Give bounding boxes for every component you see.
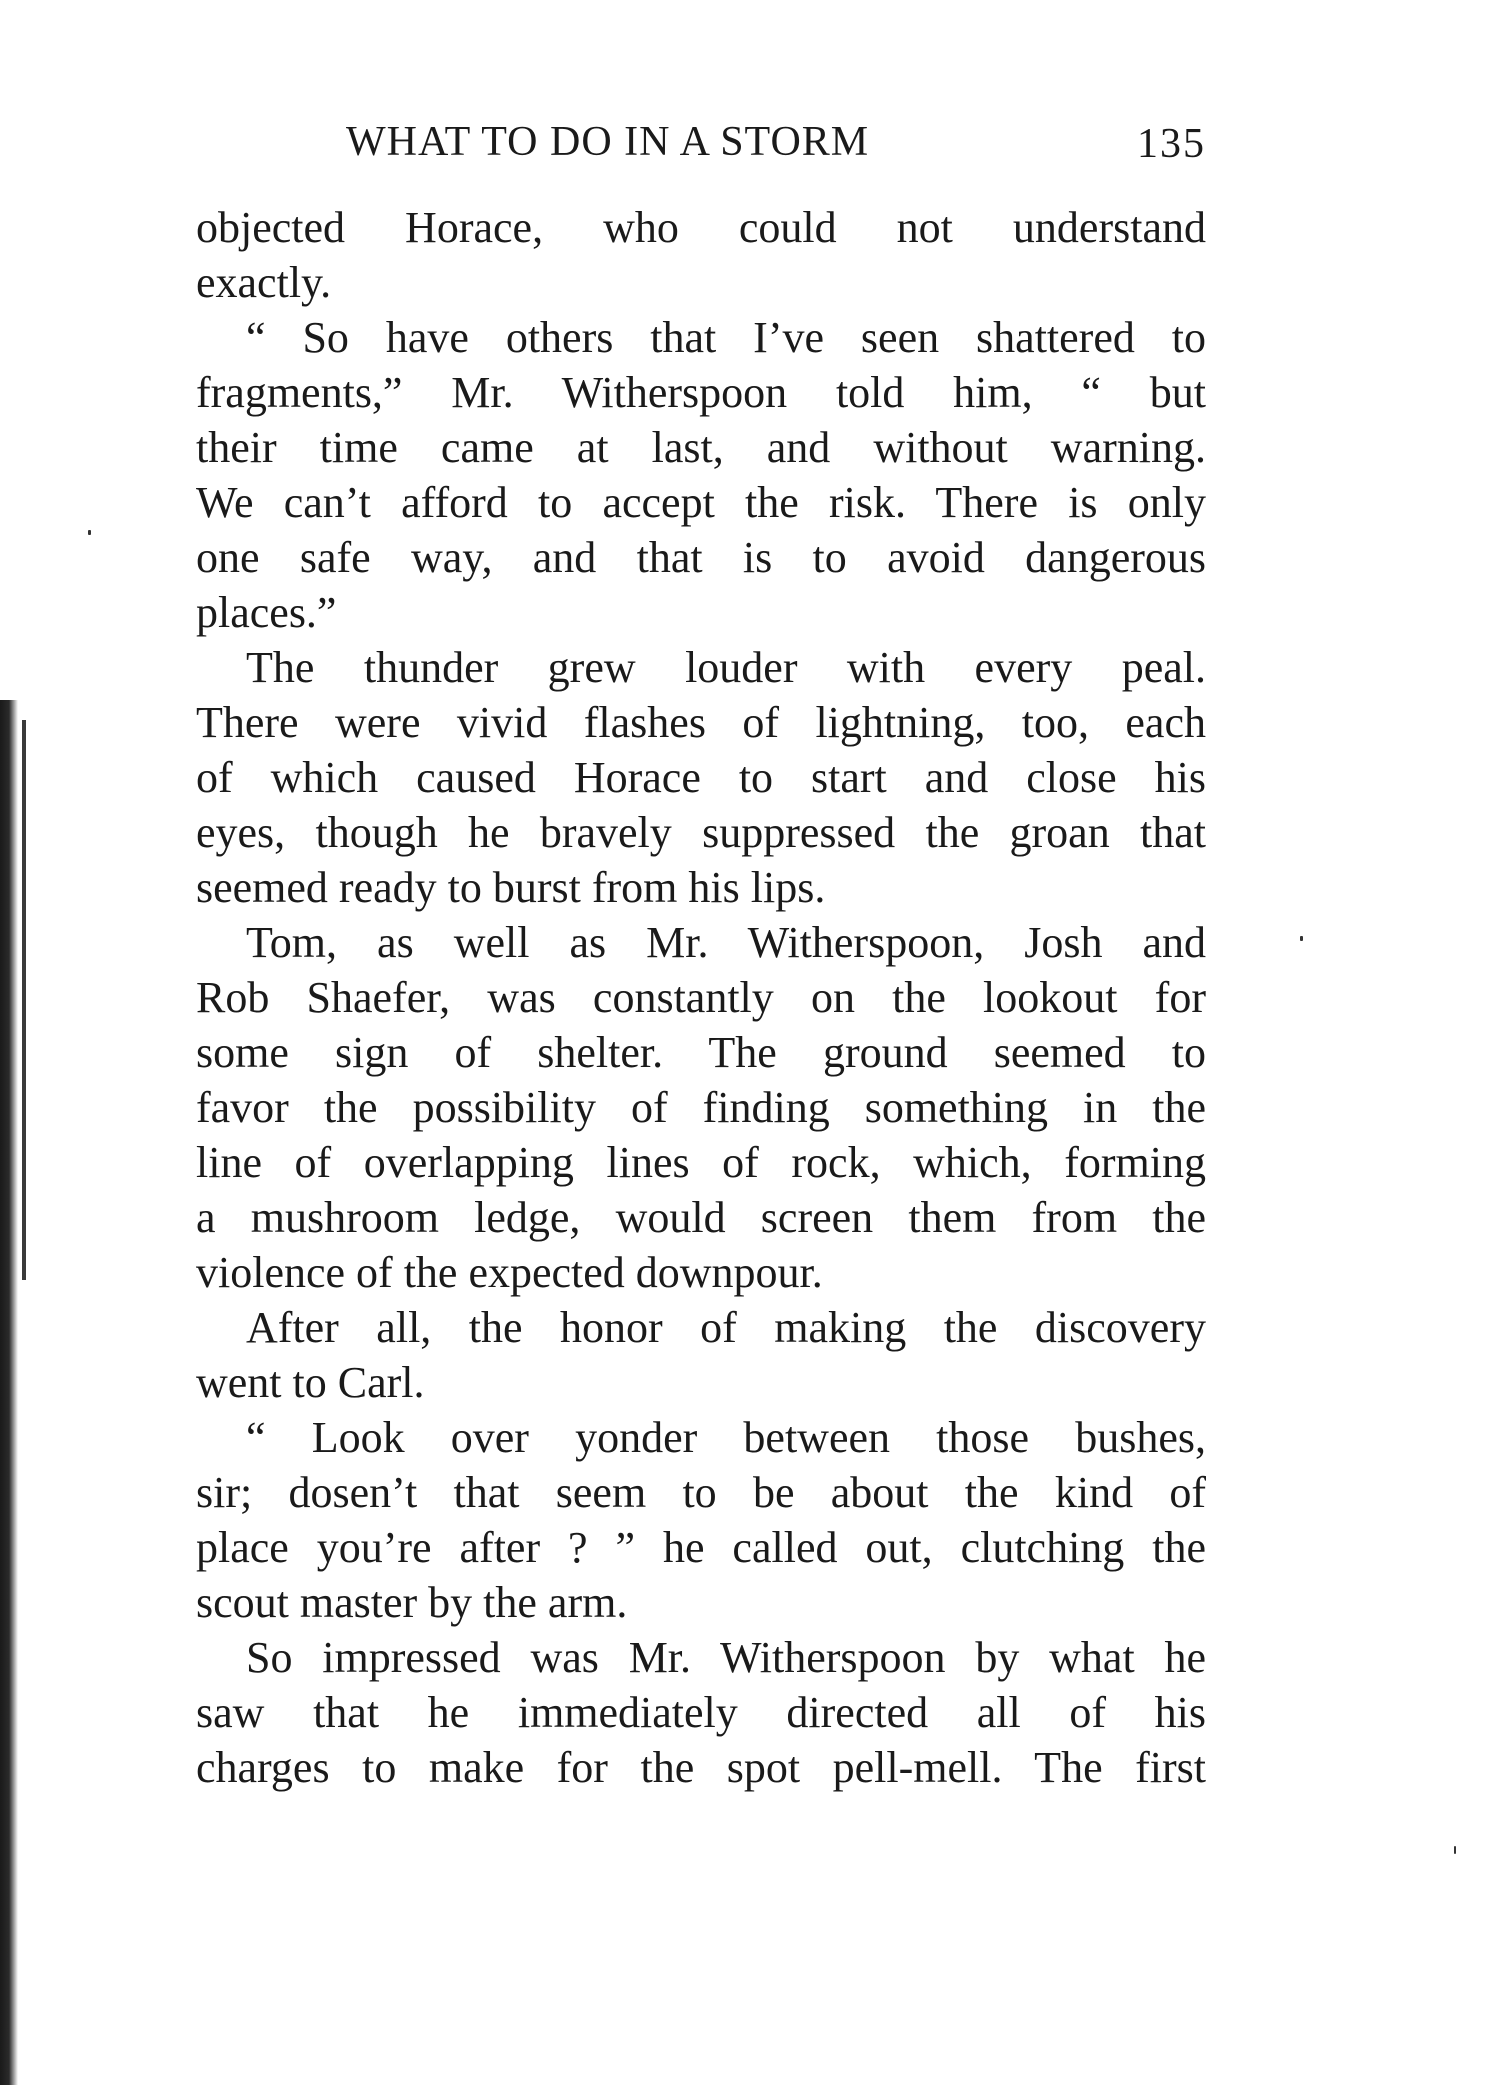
text-line: a mushroom ledge, would screen them from the	[196, 1193, 1206, 1242]
text-line: of which caused Horace to start and close his	[196, 753, 1206, 802]
text-line: We can’t afford to accept the risk. There is only	[196, 478, 1206, 527]
text-line: “ So have others that I’ve seen shattered to	[246, 313, 1206, 362]
text-line: There were vivid flashes of lightning, too, each	[196, 698, 1206, 747]
text-line: their time came at last, and without warning.	[196, 423, 1206, 472]
text-line: favor the possibility of finding something in the	[196, 1083, 1206, 1132]
text-line: violence of the expected downpour.	[196, 1248, 823, 1297]
binding-shadow	[0, 700, 18, 2085]
scan-speck	[88, 530, 91, 535]
binding-shadow-line	[22, 720, 26, 1280]
text-line: eyes, though he bravely suppressed the groan that	[196, 808, 1206, 857]
body-text	[196, 200, 1206, 1795]
text-line: Rob Shaefer, was constantly on the lookout for	[196, 973, 1206, 1022]
text-line: After all, the honor of making the discovery	[246, 1303, 1206, 1352]
text-line: saw that he immediately directed all of his	[196, 1688, 1206, 1737]
text-line: scout master by the arm.	[196, 1578, 628, 1627]
scan-speck	[1300, 936, 1303, 941]
text-line: line of overlapping lines of rock, which, forming	[196, 1138, 1206, 1187]
text-line: went to Carl.	[196, 1358, 425, 1407]
text-line: So impressed was Mr. Witherspoon by what he	[246, 1633, 1206, 1682]
text-line: exactly.	[196, 258, 332, 307]
text-line: seemed ready to burst from his lips.	[196, 863, 826, 912]
running-head-title: WHAT TO DO IN A STORM	[346, 119, 870, 165]
text-line: objected Horace, who could not understand	[196, 203, 1206, 252]
text-line: places.”	[196, 588, 337, 637]
page-number: 135	[1137, 121, 1206, 167]
text-line: Tom, as well as Mr. Witherspoon, Josh and	[246, 918, 1206, 967]
text-line: one safe way, and that is to avoid dangerous	[196, 533, 1206, 582]
text-line: place you’re after ? ” he called out, clutching the	[196, 1523, 1206, 1572]
text-line: The thunder grew louder with every peal.	[246, 643, 1206, 692]
running-head	[196, 118, 1206, 174]
text-line: fragments,” Mr. Witherspoon told him, “ but	[196, 368, 1206, 417]
text-line: charges to make for the spot pell-mell. The first	[196, 1743, 1206, 1792]
text-line: some sign of shelter. The ground seemed to	[196, 1028, 1206, 1077]
text-line: “ Look over yonder between those bushes,	[246, 1413, 1206, 1462]
scan-speck	[1454, 1846, 1456, 1854]
text-line: sir; dosen’t that seem to be about the kind of	[196, 1468, 1206, 1517]
